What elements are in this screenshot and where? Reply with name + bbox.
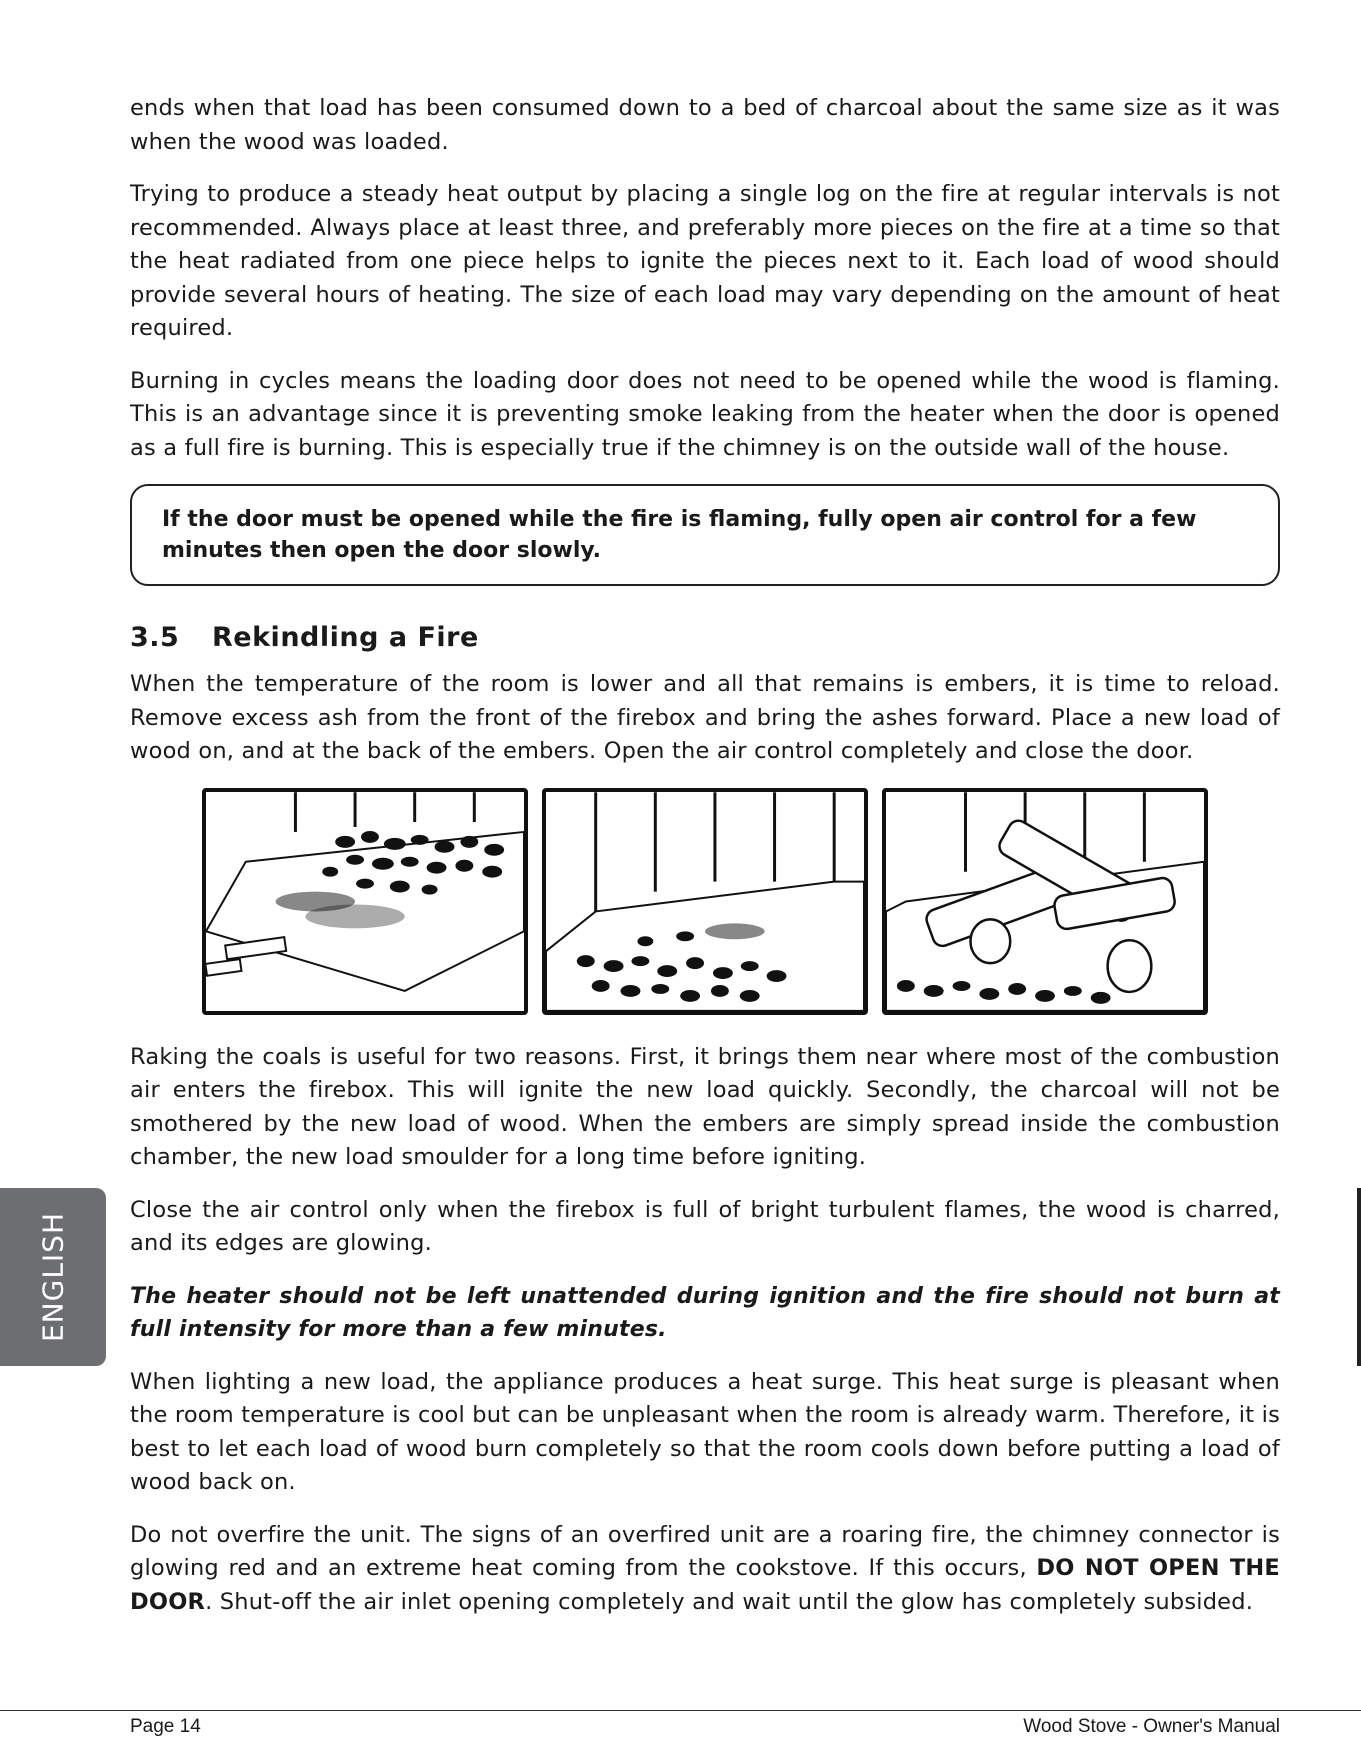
rekindling-illustrations [130, 788, 1280, 1015]
document-title: Wood Stove - Owner's Manual [1023, 1716, 1280, 1737]
language-tab [0, 1188, 106, 1366]
do-not-open-warning: DO NOT OPEN THE DOOR [130, 1555, 1280, 1615]
section-title: Rekindling a Fire [212, 622, 479, 653]
illustration-new-load [882, 788, 1208, 1015]
paragraph: ends when that load has been consumed down to a bed of charcoal about the same size as it was when the wood was loaded. [130, 95, 1280, 155]
language-tab-label: ENGLISH [36, 1211, 70, 1343]
page-footer [130, 1716, 1280, 1738]
paragraph: Raking the coals is useful for two reasons. First, it brings them near where most of the combustion air enters the firebox. This will ignite the new load quickly. Secondly, the charcoal will not be smothered by the new load of wood. When the embers are simply spread inside the combustion chamber, the new load smoulder for a long time before igniting. [130, 1043, 1280, 1170]
footer-divider [0, 1710, 1361, 1711]
new-load-drawing [886, 792, 1204, 1011]
overfire-text-start: Do not overfire the unit. The signs of an overfired unit are a roaring fire, the chimney connector is glowing red and an extreme heat coming from the cookstove. If this occurs, [130, 1521, 1280, 1581]
paragraph: Close the air control only when the firebox is full of bright turbulent flames, the wood is charred, and its edges are glowing. [130, 1196, 1280, 1256]
section-heading [130, 622, 1280, 653]
overfire-text-end: . Shut-off the air inlet opening completely and wait until the glow has completely subsided. [205, 1588, 1254, 1615]
raking-coals-drawing [206, 792, 524, 1011]
embers-forward-drawing [546, 792, 864, 1011]
illustration-embers-forward [542, 788, 868, 1015]
illustration-raking-coals [202, 788, 528, 1015]
page-number: Page 14 [130, 1716, 201, 1737]
page-content [130, 92, 1280, 1638]
edge-marker [1357, 1188, 1361, 1366]
paragraph: When lighting a new load, the appliance produces a heat surge. This heat surge is pleasant when the room temperature is cool but can be unpleasant when the room is already warm. Therefore, it is best to let each load of wood burn completely so that the room cools down before putting a load of wood back on. [130, 1368, 1280, 1495]
paragraph: When the temperature of the room is lower and all that remains is embers, it is time to reload. Remove excess ash from the front of the firebox and bring the ashes forward. Place a new load of wood on, and at the back of the embers. Open the air control completely and close the door. [130, 671, 1280, 764]
paragraph: Burning in cycles means the loading door does not need to be opened while the wood is flaming. This is an advantage since it is preventing smoke leaking from the heater when the door is opened as a full fire is burning. This is especially true if the chimney is on the outside wall of the house. [130, 367, 1280, 461]
paragraph: Trying to produce a steady heat output by placing a single log on the fire at regular intervals is not recommended. Always place at least three, and preferably more pieces on the fire at a time so that the heat radiated from one piece helps to ignite the pieces next to it. Each load of wood should provide several hours of heating. The size of each load may vary depending on the amount of heat required. [130, 181, 1280, 341]
warning-callout: If the door must be opened while the fire is flaming, fully open air control for a few minutes then open the door slowly. [130, 484, 1280, 586]
warning-italic: The heater should not be left unattended during ignition and the fire should not burn at full intensity for more than a few minutes. [130, 1283, 1280, 1342]
section-number: 3.5 [130, 622, 180, 653]
paragraph-overfire [130, 1519, 1280, 1620]
